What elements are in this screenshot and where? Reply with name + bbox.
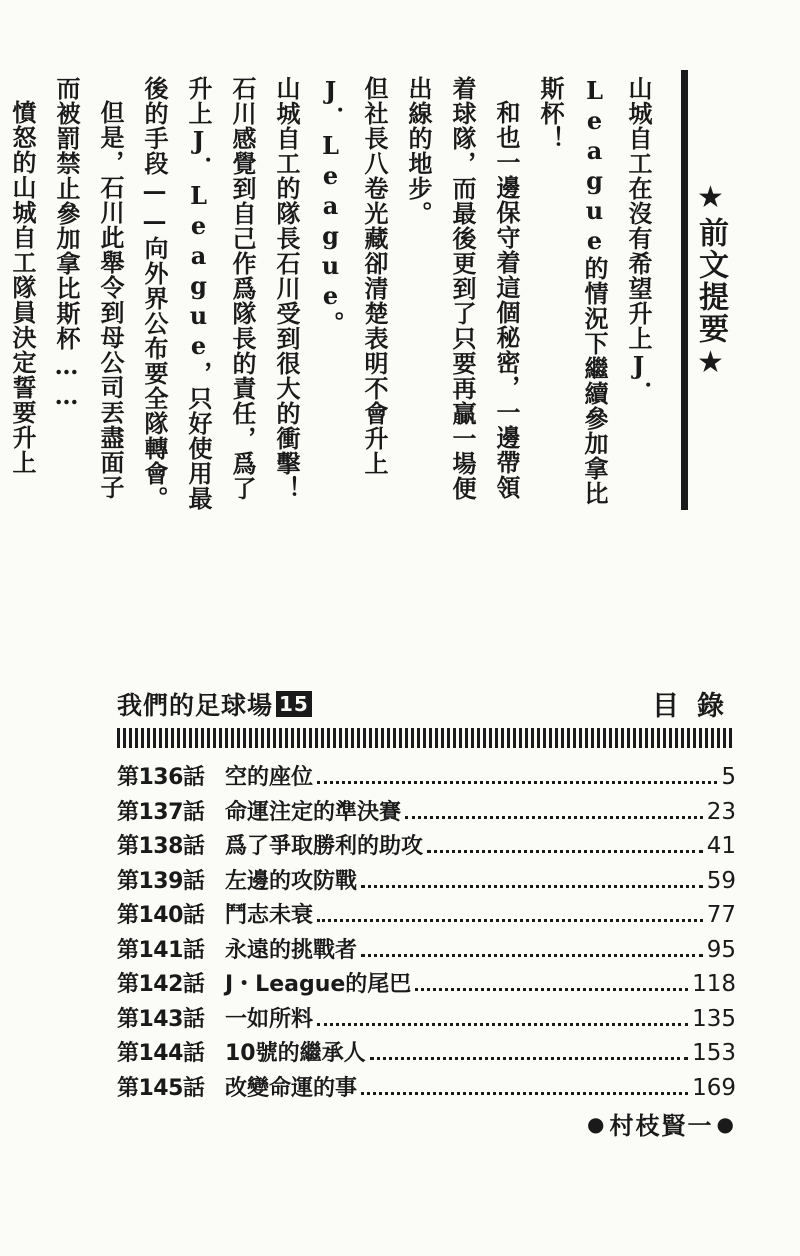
chapter-page: 135: [692, 1005, 736, 1032]
chapter-title: 空的座位: [225, 765, 314, 790]
bullet-icon: ●: [716, 1111, 736, 1136]
synopsis-paragraph: 山城自工在沒有希望升上J．League的情況下繼續參加拿比斯杯！: [536, 76, 653, 506]
dot-leader: [361, 954, 703, 957]
chapter-number: 第140話: [117, 903, 205, 928]
toc-entry[interactable]: [117, 1071, 736, 1106]
author-name: 村枝賢一: [609, 1112, 714, 1140]
toc-list: [117, 760, 736, 1105]
chapter-title: 命運注定的準決賽: [225, 799, 402, 825]
toc-entry[interactable]: [117, 933, 736, 968]
chapter-number: 第139話: [117, 868, 205, 894]
chapter-title: 10號的繼承人: [225, 1041, 366, 1066]
toc-entry[interactable]: [117, 967, 736, 1002]
chapter-page: 5: [721, 764, 736, 790]
synopsis-heading: ★前文提要★: [693, 180, 728, 382]
dot-leader: [361, 885, 703, 888]
chapter-title: 鬥志未衰: [225, 903, 314, 928]
volume-badge: 15: [276, 691, 312, 717]
toc-entry[interactable]: [117, 829, 736, 864]
dot-leader: [361, 1092, 688, 1095]
chapter-page: 95: [706, 936, 736, 963]
chapter-page: 41: [706, 833, 736, 859]
dot-leader: [317, 781, 717, 784]
chapter-page: 118: [692, 971, 736, 997]
toc-heading: 目錄: [652, 691, 742, 722]
toc-entry[interactable]: [117, 1002, 736, 1037]
series-title: 我們的足球場: [117, 691, 274, 720]
chapter-number: 第142話: [117, 972, 205, 997]
chapter-title: 永遠的挑戰者: [225, 937, 358, 963]
chapter-page: 153: [692, 1040, 736, 1066]
chapter-number: 第136話: [117, 765, 205, 790]
toc-entry[interactable]: [117, 898, 736, 933]
chapter-number: 第138話: [117, 834, 205, 859]
toc-divider-bar: [117, 728, 734, 748]
chapter-page: 59: [706, 867, 736, 894]
dot-leader: [317, 1023, 688, 1026]
chapter-number: 第137話: [117, 799, 205, 825]
chapter-number: 第144話: [117, 1041, 205, 1066]
toc-entry[interactable]: [117, 795, 736, 830]
synopsis-vertical-rule: [681, 70, 688, 510]
toc-entry[interactable]: [117, 1036, 736, 1071]
chapter-page: 23: [706, 798, 736, 825]
dot-leader: [405, 816, 703, 819]
toc-series-title: [117, 686, 312, 722]
dot-leader: [317, 919, 703, 922]
synopsis-paragraph: 山城自工的隊長石川受到很大的衝擊！: [272, 76, 301, 501]
chapter-page: 169: [692, 1074, 736, 1101]
chapter-title: J・League的尾巴: [225, 972, 412, 997]
dot-leader: [370, 1057, 688, 1060]
author-credit: [584, 1106, 739, 1141]
chapter-title: 改變命運的事: [225, 1075, 358, 1101]
bullet-icon: ●: [587, 1111, 607, 1136]
synopsis-paragraph: 但社長八卷光藏卻清楚表明不會升上J．League。: [316, 76, 389, 476]
synopsis-paragraph: 石川感覺到自己作爲隊長的責任，爲了升上J．League，只好使用最後的手段——向外界公布要全隊轉會。: [140, 76, 257, 511]
synopsis-paragraph: 和也一邊保守着這個秘密，一邊帶領着球隊，而最後更到了只要再贏一場便出線的地步。: [404, 76, 521, 501]
synopsis-paragraph: 憤怒的山城自工隊員決定誓要升上: [8, 100, 37, 475]
chapter-title: 左邊的攻防戰: [225, 868, 358, 894]
dot-leader: [415, 988, 688, 991]
chapter-title: 一如所料: [225, 1006, 314, 1032]
synopsis-paragraph: 但是，石川此舉令到母公司丟盡面子而被罰禁止參加拿比斯杯……: [52, 76, 125, 500]
dot-leader: [427, 850, 703, 853]
chapter-number: 第143話: [117, 1006, 205, 1032]
chapter-number: 第141話: [117, 937, 205, 963]
toc-entry[interactable]: [117, 760, 736, 795]
chapter-title: 爲了爭取勝利的助攻: [225, 834, 424, 859]
synopsis-text: [0, 76, 660, 516]
chapter-page: 77: [706, 902, 736, 928]
toc-entry[interactable]: [117, 864, 736, 899]
chapter-number: 第145話: [117, 1075, 205, 1101]
